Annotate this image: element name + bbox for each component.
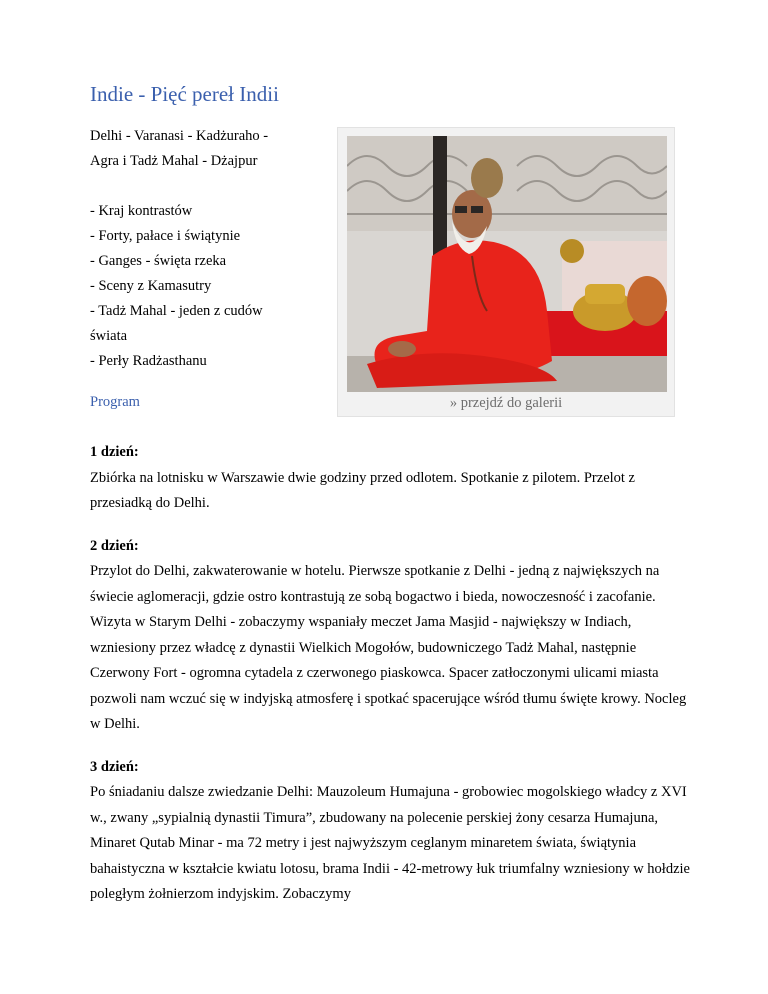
sadhu-photo[interactable] [347,136,667,392]
page-title: Indie - Pięć pereł Indii [90,82,279,106]
itinerary-day [90,440,690,517]
intro-section [90,124,330,374]
day-description: Przylot do Delhi, zakwaterowanie w hotelu. Pierwsze spotkanie z Delhi - jedną z największych na świecie aglomeracji, gdzie ostro kontrastują ze sobą bogactwo i bieda, nowoczesność i zacofanie. Wizyta w Starym Delhi - zobaczymy wspaniały meczet Jama Masjid - największy w Indiach, wzniesiony przez władcę z dynastii Wielkich Mogołów, budowniczego Tadż Mahal, następnie Czerwony Fort - ogromna cytadela z czerwonego piaskowca. Spacer zatłoczonymi ulicami miasta pozwoli nam wczuć się w indyjską atmosferę i spotkać spacerujące wśród tłumu święte krowy. Nocleg w Delhi. [90,563,687,732]
program-link[interactable]: Program [90,394,140,410]
highlight-item: - Sceny z Kamasutry [90,278,212,294]
day-description: Po śniadaniu dalsze zwiedzanie Delhi: Mauzoleum Humajuna - grobowiec mogolskiego władcy z XVI w., zwany „sypialnią dynastii Timura”, zbudowany na polecenie perskiej żony cesarza Humajuna, Minaret Qutab Minar - ma 72 metry i jest najwyższym ceglanym minaretem świata, świątynia bahaistyczna w kształcie kwiatu lotosu, brama Indii - 42-metrowy łuk triumfalny wzniesiony w hołdzie poległym żołnierzom indyjskim. Zobaczymy [90,784,690,902]
route-line: Agra i Tadż Mahal - Dżajpur [90,153,258,169]
itinerary-day [90,534,690,738]
day-heading: 1 dzień: [90,444,139,460]
sadhu-photo-illustration [347,136,667,392]
highlight-item: - Kraj kontrastów [90,203,193,219]
itinerary [90,440,690,925]
highlight-item: - Perły Radżasthanu [90,353,207,369]
itinerary-day [90,755,690,908]
highlight-item: - Ganges - święta rzeka [90,253,227,269]
gallery-link[interactable]: » przejdź do galerii [449,395,563,411]
gallery-box [337,127,675,417]
day-heading: 3 dzień: [90,758,139,775]
spacer [90,174,330,199]
highlight-item: - Forty, pałace i świątynie [90,228,241,244]
day-description: Zbiórka na lotnisku w Warszawie dwie godziny przed odlotem. Spotkanie z pilotem. Przelot z przesiadką do Delhi. [90,469,635,511]
highlight-item: świata [90,328,128,344]
route-line: Delhi - Varanasi - Kadżuraho - [90,128,269,144]
day-heading: 2 dzień: [90,537,139,554]
highlight-item: - Tadż Mahal - jeden z cudów [90,303,263,319]
